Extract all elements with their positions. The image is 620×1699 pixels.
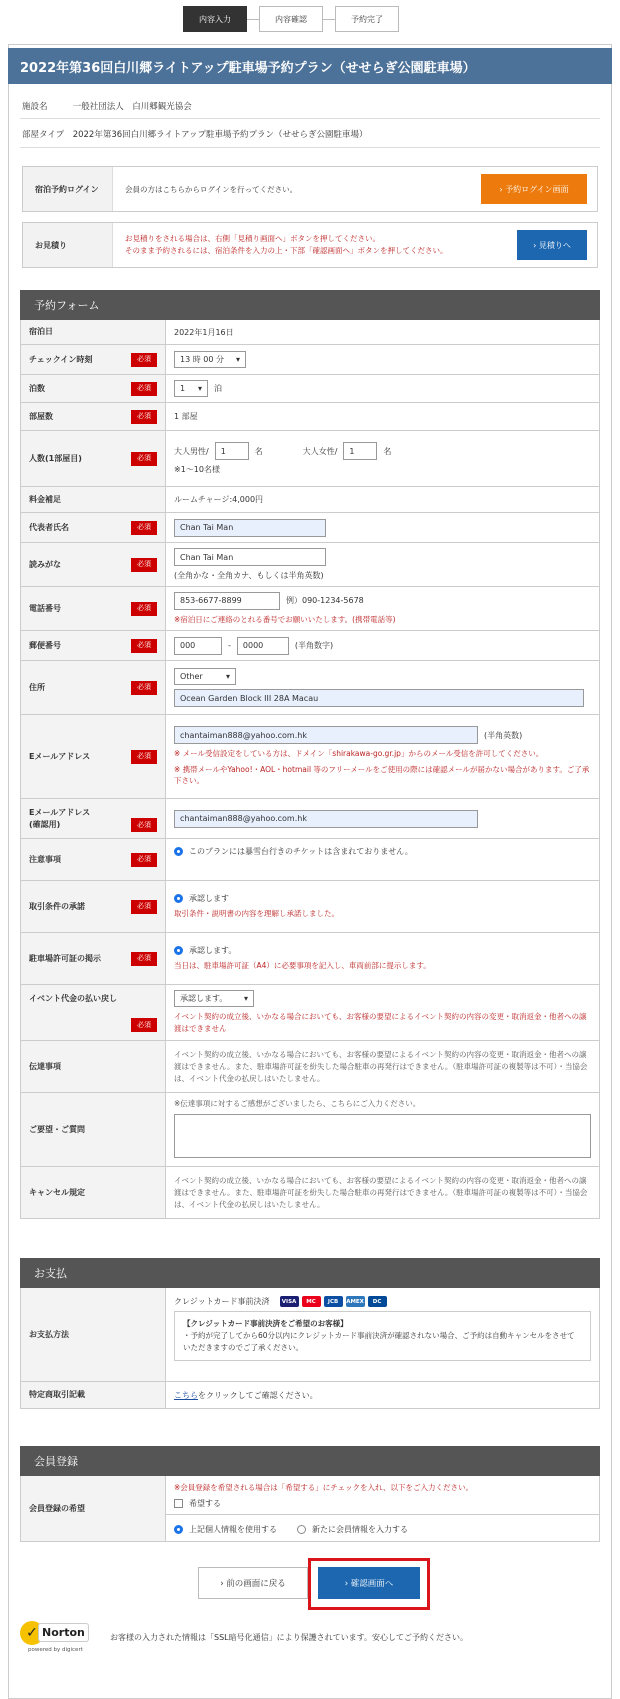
request-hint: ※伝達事項に対するご感想がございましたら、こちらにご入力ください。: [174, 1099, 421, 1108]
fee-label: 料金補足: [21, 487, 166, 512]
member-section-header: 会員登録: [20, 1446, 600, 1476]
required-badge: 必須: [131, 900, 157, 914]
member-label: 会員登録の希望: [21, 1476, 166, 1541]
member-checkbox[interactable]: [174, 1499, 183, 1508]
form-row-email-confirm: [21, 799, 599, 839]
postal-note: (半角数字): [294, 641, 334, 650]
required-badge: 必須: [131, 521, 157, 535]
postal-separator: -: [228, 641, 231, 650]
refund-label: イベント代金の払い戻し: [29, 994, 117, 1003]
phone-example: 例）090-1234-5678: [286, 596, 364, 606]
caution-label: 注意事項: [29, 854, 61, 864]
visa-icon: VISA: [280, 1296, 299, 1307]
form-row-request: [21, 1093, 599, 1167]
diners-icon: DC: [368, 1296, 387, 1307]
stay-date-label: 宿泊日: [21, 320, 166, 344]
people-label: 人数(1部屋目): [29, 453, 82, 463]
address-label: 住所: [29, 682, 45, 692]
chevron-down-icon: ▾: [243, 994, 248, 1004]
female-label: 大人女性/: [302, 446, 338, 456]
form-row-nights: [21, 375, 599, 403]
room-type-value: 2022年第36回白川郷ライトアップ駐車場予約プラン（せせらぎ公園駐車場）: [72, 130, 368, 140]
email-confirm-label: [29, 807, 90, 831]
estimate-box: [22, 222, 598, 268]
terms-radio[interactable]: [174, 894, 183, 903]
form-row-checkin: [21, 345, 599, 375]
room-type-info: [22, 128, 368, 140]
checkin-select[interactable]: [174, 351, 246, 368]
payment-section-header: お支払: [20, 1258, 600, 1288]
form-row-cancel: [21, 1167, 599, 1219]
male-count-input[interactable]: 1: [215, 442, 249, 460]
email-warning-1: ※ メール受信設定をしている方は、ドメイン「shirakawa-go.gr.jp」からのメール受信を許可してください。: [174, 749, 544, 759]
permit-option: 承認します。: [189, 946, 237, 956]
chevron-down-icon: ▾: [235, 355, 240, 364]
norton-logo: [18, 1617, 88, 1657]
rooms-value: 1 部屋: [174, 412, 198, 421]
refund-select[interactable]: [174, 990, 254, 1007]
member-note: ※会員登録を希望される場合は「希望する」にチェックを入れ、以下をご入力ください。: [174, 1483, 474, 1493]
form-row-email: [21, 715, 599, 799]
card-note: [174, 1311, 591, 1361]
caution-text: このプランには暴雪台行きのチケットは含まれておりません。: [189, 847, 413, 856]
form-row-phone: [21, 587, 599, 631]
required-badge: 必須: [131, 750, 157, 764]
form-row-name: [21, 513, 599, 543]
payment-method-row: [21, 1288, 599, 1382]
country-select[interactable]: [174, 668, 236, 685]
nights-label: 泊数: [29, 383, 45, 393]
kana-note: (全角かな・全角カナ、もしくは半角英数): [174, 571, 324, 580]
payment-method-text: クレジットカード事前決済: [174, 1297, 270, 1306]
required-badge: 必須: [131, 558, 157, 572]
payment-table: [20, 1288, 600, 1409]
permit-note: 当日は、駐車場許可証（A4）に必要事項を記入し、車両前部に提示します。: [174, 961, 431, 971]
required-badge: 必須: [131, 639, 157, 653]
permit-label: 駐車場許可証の掲示: [29, 953, 101, 963]
norton-seal: [18, 1617, 468, 1657]
form-row-rooms: [21, 403, 599, 431]
form-row-fee: [21, 487, 599, 513]
phone-input[interactable]: 853-6677-8899: [174, 592, 280, 610]
law-row: [21, 1382, 599, 1409]
facility-info: [22, 100, 192, 112]
nights-select[interactable]: [174, 380, 208, 397]
form-row-message: [21, 1041, 599, 1093]
required-badge: 必須: [131, 410, 157, 424]
required-badge: 必須: [131, 853, 157, 867]
permit-radio[interactable]: [174, 946, 183, 955]
address-input[interactable]: Ocean Garden Block III 28A Macau: [174, 689, 584, 707]
facility-label: 施設名: [22, 102, 48, 112]
norton-brand: Norton: [38, 1623, 89, 1642]
member-opt1-label: 上記個人情報を使用する: [189, 1524, 277, 1534]
estimate-line-1: お見積りをされる場合は、右側「見積り画面へ」ボタンを押してください。: [125, 234, 380, 244]
member-table: [20, 1476, 600, 1542]
required-badge: 必須: [131, 681, 157, 695]
terms-option: 承認します: [189, 894, 229, 904]
nights-unit: 泊: [214, 384, 222, 393]
postal-label: 郵便番号: [29, 640, 61, 650]
refund-note: イベント契約の成立後、いかなる場合においても、お客様の要望によるイベント契約の内容の変更・取消返金・他者への譲渡はできません: [174, 1012, 587, 1033]
email-confirm-label-2: (確認用): [29, 819, 61, 829]
step-connector: [323, 19, 335, 20]
login-box-text: 会員の方はこちらからログインを行ってください。: [125, 184, 298, 194]
facility-value: 一般社団法人 白川郷観光協会: [72, 102, 192, 112]
card-note-title: 【クレジットカード事前決済をご希望のお客様】: [183, 1319, 348, 1328]
kana-input[interactable]: Chan Tai Man: [174, 548, 326, 566]
rooms-label: 部屋数: [29, 411, 53, 421]
required-badge: 必須: [131, 452, 157, 466]
amex-icon: AMEX: [346, 1296, 365, 1307]
page-title: 2022年第36回白川郷ライトアップ駐車場予約プラン（せせらぎ公園駐車場）: [8, 48, 612, 84]
estimate-box-label: お見積り: [23, 223, 113, 267]
postal-input-2[interactable]: 0000: [237, 637, 289, 655]
jcb-icon: JCB: [324, 1296, 343, 1307]
form-row-stay-date: [21, 320, 599, 345]
required-badge: 必須: [131, 818, 157, 832]
payment-method: [174, 1296, 591, 1307]
email-note: (半角英数): [484, 730, 523, 740]
email-input[interactable]: chantaiman888@yahoo.com.hk: [174, 726, 478, 744]
step-complete: 予約完了: [335, 6, 399, 32]
reservation-form: [20, 320, 600, 1219]
law-link[interactable]: こちら: [174, 1390, 198, 1400]
step-input: 内容入力: [183, 6, 247, 32]
name-label: 代表者氏名: [29, 522, 69, 532]
back-button[interactable]: › 前の画面に戻る: [198, 1567, 308, 1599]
card-logos: [280, 1296, 387, 1307]
card-note-body: ・予約が完了してから60分以内にクレジットカード事前決済が確認されない場合、ご予約は自動キャンセルをさせていただきますのでご了承ください。: [183, 1331, 575, 1352]
form-row-address: [21, 661, 599, 715]
login-box-label: 宿泊予約ログイン: [23, 167, 113, 211]
checkmark-icon: ✓: [20, 1621, 44, 1645]
member-opt1-radio[interactable]: [174, 1525, 183, 1534]
chevron-down-icon: ▾: [225, 672, 230, 681]
mastercard-icon: MC: [302, 1296, 321, 1307]
nights-value: 1: [180, 384, 186, 393]
member-top: [166, 1477, 599, 1515]
divider: [20, 118, 600, 119]
female-unit: 名: [383, 446, 392, 456]
payment-method-label: お支払方法: [21, 1288, 166, 1381]
estimate-button[interactable]: › 見積りへ: [517, 230, 587, 260]
people-note: ※1～10名様: [174, 465, 220, 474]
phone-label: 電話番号: [29, 603, 61, 613]
member-options: [166, 1519, 599, 1540]
login-button[interactable]: › 予約ログイン画面: [481, 174, 587, 204]
required-badge: 必須: [131, 602, 157, 616]
form-row-people: [21, 431, 599, 487]
male-unit: 名: [254, 446, 263, 456]
email-label: Eメールアドレス: [29, 751, 91, 761]
ssl-text: お客様の入力された情報は「SSL暗号化通信」により保護されています。安心してご予約ください。: [110, 1632, 468, 1642]
cancel-text: イベント契約の成立後、いかなる場合においても、お客様の要望によるイベント契約の内容の変更・取消返金・他者への譲渡はできません。また、駐車場許可証を紛失した場合駐車の再発行はできません。（駐車場許可証の複製等は不可）・当協会は、イベント代金の払戻しはいたしません。: [174, 1175, 588, 1209]
terms-note: 取引条件・説明書の内容を理解し承諾しました。: [174, 909, 339, 919]
member-row: [21, 1476, 599, 1542]
step-connector: [247, 19, 259, 20]
norton-sub: powered by digicert: [28, 1647, 83, 1653]
checkin-label: チェックイン時刻: [29, 354, 93, 364]
request-textarea[interactable]: [174, 1114, 591, 1158]
stay-date-value: 2022年1月16日: [174, 327, 234, 337]
law-text: をクリックしてご確認ください。: [198, 1390, 318, 1400]
room-type-label: 部屋タイプ: [22, 130, 65, 140]
divider: [20, 147, 600, 148]
refund-value: 承認します。: [180, 994, 228, 1004]
email-confirm-input[interactable]: chantaiman888@yahoo.com.hk: [174, 810, 478, 828]
fee-value: ルームチャージ:4,000円: [174, 495, 264, 504]
chevron-down-icon: ▾: [197, 384, 202, 393]
progress-steps: [183, 6, 399, 32]
form-row-permit: [21, 933, 599, 985]
member-opt2-label: 新たに会員情報を入力する: [312, 1524, 408, 1534]
caution-radio[interactable]: [174, 847, 183, 856]
phone-note: ※宿泊日にご連絡のとれる番号でお願いいたします。(携帯電話等): [174, 614, 396, 624]
confirm-button[interactable]: › 確認画面へ: [318, 1567, 420, 1599]
required-badge: 必須: [131, 353, 157, 367]
form-row-refund: [21, 985, 599, 1041]
kana-label: 読みがな: [29, 559, 61, 569]
country-value: Other: [180, 672, 203, 681]
form-section-header: 予約フォーム: [20, 290, 600, 320]
estimate-box-text: [113, 233, 448, 256]
female-count-input[interactable]: 1: [343, 442, 377, 460]
member-check-label: 希望する: [189, 1498, 221, 1508]
form-row-kana: [21, 543, 599, 587]
member-opt2-radio[interactable]: [297, 1525, 306, 1534]
male-label: 大人男性/: [174, 446, 209, 456]
step-confirm: 内容確認: [259, 6, 323, 32]
login-box: [22, 166, 598, 212]
email-warning-2: ※ 携帯メールやYahoo!・AOL・hotmail 等のフリーメールをご使用の際には確認メールが届かない場合があります。ご了承下さい。: [174, 764, 590, 786]
form-row-terms: [21, 881, 599, 933]
email-confirm-label-1: Eメールアドレス: [29, 807, 91, 817]
required-badge: 必須: [131, 1018, 157, 1032]
required-badge: 必須: [131, 382, 157, 396]
message-label: 伝達事項: [21, 1041, 166, 1092]
form-row-postal: [21, 631, 599, 661]
law-label: 特定商取引記載: [21, 1382, 166, 1408]
checkin-value: 13 時 00 分: [180, 355, 224, 364]
cancel-label: キャンセル規定: [21, 1167, 166, 1218]
estimate-line-2: そのまま予約されるには、宿泊条件を入力の上・下部「確認画面へ」ボタンを押してください。: [125, 246, 448, 255]
form-row-caution: [21, 839, 599, 881]
name-input[interactable]: Chan Tai Man: [174, 519, 326, 537]
terms-label: 取引条件の承諾: [29, 901, 85, 911]
request-label: ご要望・ご質問: [21, 1093, 166, 1166]
message-text: イベント契約の成立後、いかなる場合においても、お客様の要望によるイベント契約の内容の変更・取消返金・他者への譲渡はできません。また、駐車場許可証を紛失した場合駐車の再発行はできません。（駐車場許可証の複製等は不可）・当協会は、イベント代金の払戻しはいたしません。: [174, 1049, 588, 1083]
postal-input-1[interactable]: 000: [174, 637, 222, 655]
required-badge: 必須: [131, 952, 157, 966]
